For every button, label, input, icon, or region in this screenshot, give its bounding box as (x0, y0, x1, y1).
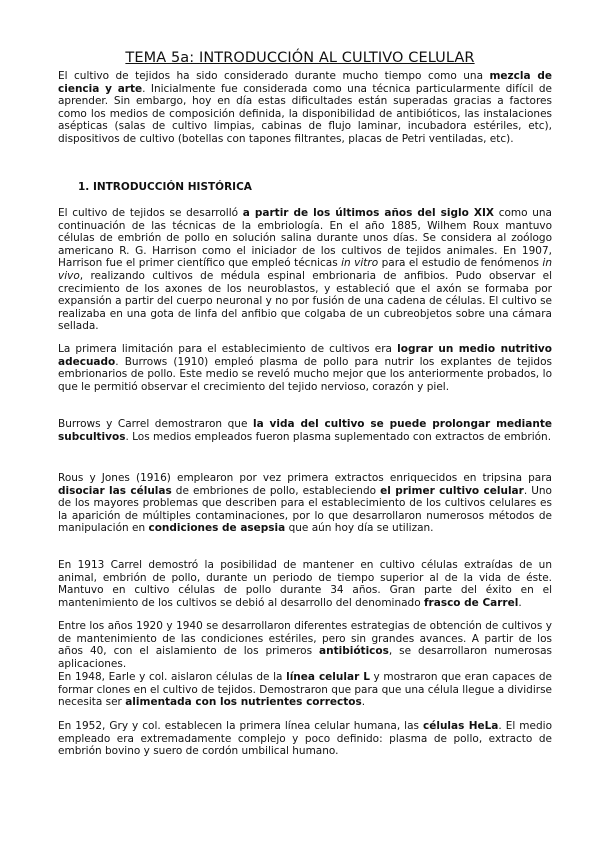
p7-text-2: y mostraron que eran capaces de formar clones en el cultivo de tejidos. Demostraron que para que una célula llegue a dividirse necesita ser (58, 671, 553, 709)
p2-bold-1: lograr un medio nutritivo adecuado (58, 343, 552, 368)
p7-text-3: . (361, 696, 366, 709)
p8-text-1: En 1952, Gry y col. establecen la primera línea celular humana, las (58, 720, 424, 732)
p1-text-3: para el estudio de fenómenos (378, 257, 543, 270)
paragraph-7 (58, 671, 552, 709)
p1-text-2: como una continuación de las técnicas de la embriología. En el año 1885, Wilhem Roux mantuvo células de embrión de pollo en solución salina durante unos días. Se considera al zoólogo americano R. G. Harrison como el iniciador de los cultivos de tejidos animales. En 1907, Harrison fue el primer científico que empleó técnicas (58, 207, 552, 270)
p5-bold-1: frasco de Carrel (423, 596, 519, 609)
intro-text-2: . Inicialmente fue considerada como una técnica particularmente difícil de aprender. Sin embargo, hoy en día estas dificultades están superadas gracias a factores como los medios de composición definida, la disponibilidad de antibióticos, las instalaciones asépticas (salas de cultivo limpias, cabinas de flujo laminar, incubadora estériles, etc), dispositivos de cultivo (botellas con tapones filtrantes, placas de Petri ventiladas, etc). (58, 82, 553, 145)
p3-text-2: . Los medios empleados fueron plasma suplementado con extractos de embrión. (125, 430, 552, 443)
p7-bold-1: línea celular L (286, 671, 370, 683)
p4-text-3: . Uno de los mayores problemas que describen para el establecimiento de los cultivos celulares es la aparición de múltiples contaminaciones, por lo que desarrollaron numerosos métodos de manipulación en (58, 484, 552, 535)
paragraph-2 (58, 343, 552, 393)
p1-text-1: El cultivo de tejidos se desarrolló (58, 207, 243, 219)
p6-text-1: Entre los años 1920 y 1940 se desarrollaron diferentes estrategias de obtención de cultivos y de mantenimiento de las condiciones estériles, pero sin grandes avances. A partir de los años 40, con el aislamiento de los primeros (58, 620, 552, 658)
p1-italic-2: in vivo (58, 257, 552, 282)
paragraph-1 (58, 207, 552, 333)
p4-text-4: que aún hoy día se utilizan. (285, 522, 434, 535)
p7-bold-2: alimentada con los nutrientes correctos (125, 696, 362, 709)
p7-text-1: En 1948, Earle y col. aislaron células de la (58, 671, 287, 683)
p3-text-1: Burrows y Carrel demostraron que (58, 418, 253, 430)
p2-text-2: . Burrows (1910) empleó plasma de pollo para nutrir los explantes de tejidos embrionarios de pollo. Este medio se reveló mucho mejor que los anteriormente probados, lo que le permitió observar el crecimiento del tejido nervioso, corazón y piel. (58, 355, 552, 393)
p3-bold-1: la vida del cultivo se puede prolongar mediante subcultivos (58, 418, 552, 443)
p2-text-1: La primera limitación para el establecimiento de cultivos era (58, 343, 398, 355)
p5-text-1: En 1913 Carrel demostró la posibilidad de mantener en cultivo células extraídas de un animal, embrión de pollo, durante un periodo de tiempo superior al de la vida de éste. Mantuvo en cultivo células de pollo durante 34 años. Gran parte del éxito en el mantenimiento de los cultivos se debió al desarrollo del denominado (58, 559, 552, 609)
p6-bold-1: antibióticos (319, 645, 389, 658)
p4-text-2: de embriones de pollo, estableciendo (171, 484, 381, 497)
p5-text-2: . (518, 596, 522, 609)
intro-paragraph (58, 70, 552, 146)
p1-italic-1: in vitro (341, 257, 379, 270)
p1-text-4: , realizando cultivos de médula espinal embrionaria de anfibios. Pudo observar el crecimiento de los axones de los neuroblastos, y estableció que el axón se formaba por expansión a partir del cuerpo neuronal y no por fusión de una cadena de células. El cultivo se realizaba en una gota de linfa del anfibio que colgaba de un cubreobjetos sobre una cámara sellada. (58, 269, 552, 333)
p1-bold-1: a partir de los últimos años del siglo XIX (242, 207, 494, 219)
page-title: TEMA 5a: INTRODUCCIÓN AL CULTIVO CELULAR (125, 50, 475, 66)
paragraph-4 (58, 472, 552, 535)
p4-bold-2: el primer cultivo celular (380, 484, 524, 497)
p8-text-2: . El medio empleado era extremadamente complejo y poco definido: plasma de pollo, extracto de embrión bovino y suero de cordón umbilical humano. (58, 720, 552, 758)
p4-bold-1: disociar las células (58, 484, 172, 497)
paragraph-5 (58, 559, 552, 609)
section-heading-historia: 1. INTRODUCCIÓN HISTÓRICA (78, 181, 252, 193)
p8-bold-1: células HeLa (423, 720, 499, 732)
p4-bold-3: condiciones de asepsia (148, 522, 286, 535)
intro-bold-1: mezcla de ciencia y arte (58, 70, 552, 95)
p6-text-2: , se desarrollaron numerosas aplicaciones. (58, 645, 552, 670)
paragraph-8 (58, 720, 552, 758)
intro-text-1: El cultivo de tejidos ha sido considerado durante mucho tiempo como una (58, 70, 490, 82)
p4-text-1: Rous y Jones (1916) emplearon por vez primera extractos enriquecidos en tripsina para (58, 472, 552, 484)
paragraph-6 (58, 620, 552, 670)
paragraph-3 (58, 418, 552, 443)
